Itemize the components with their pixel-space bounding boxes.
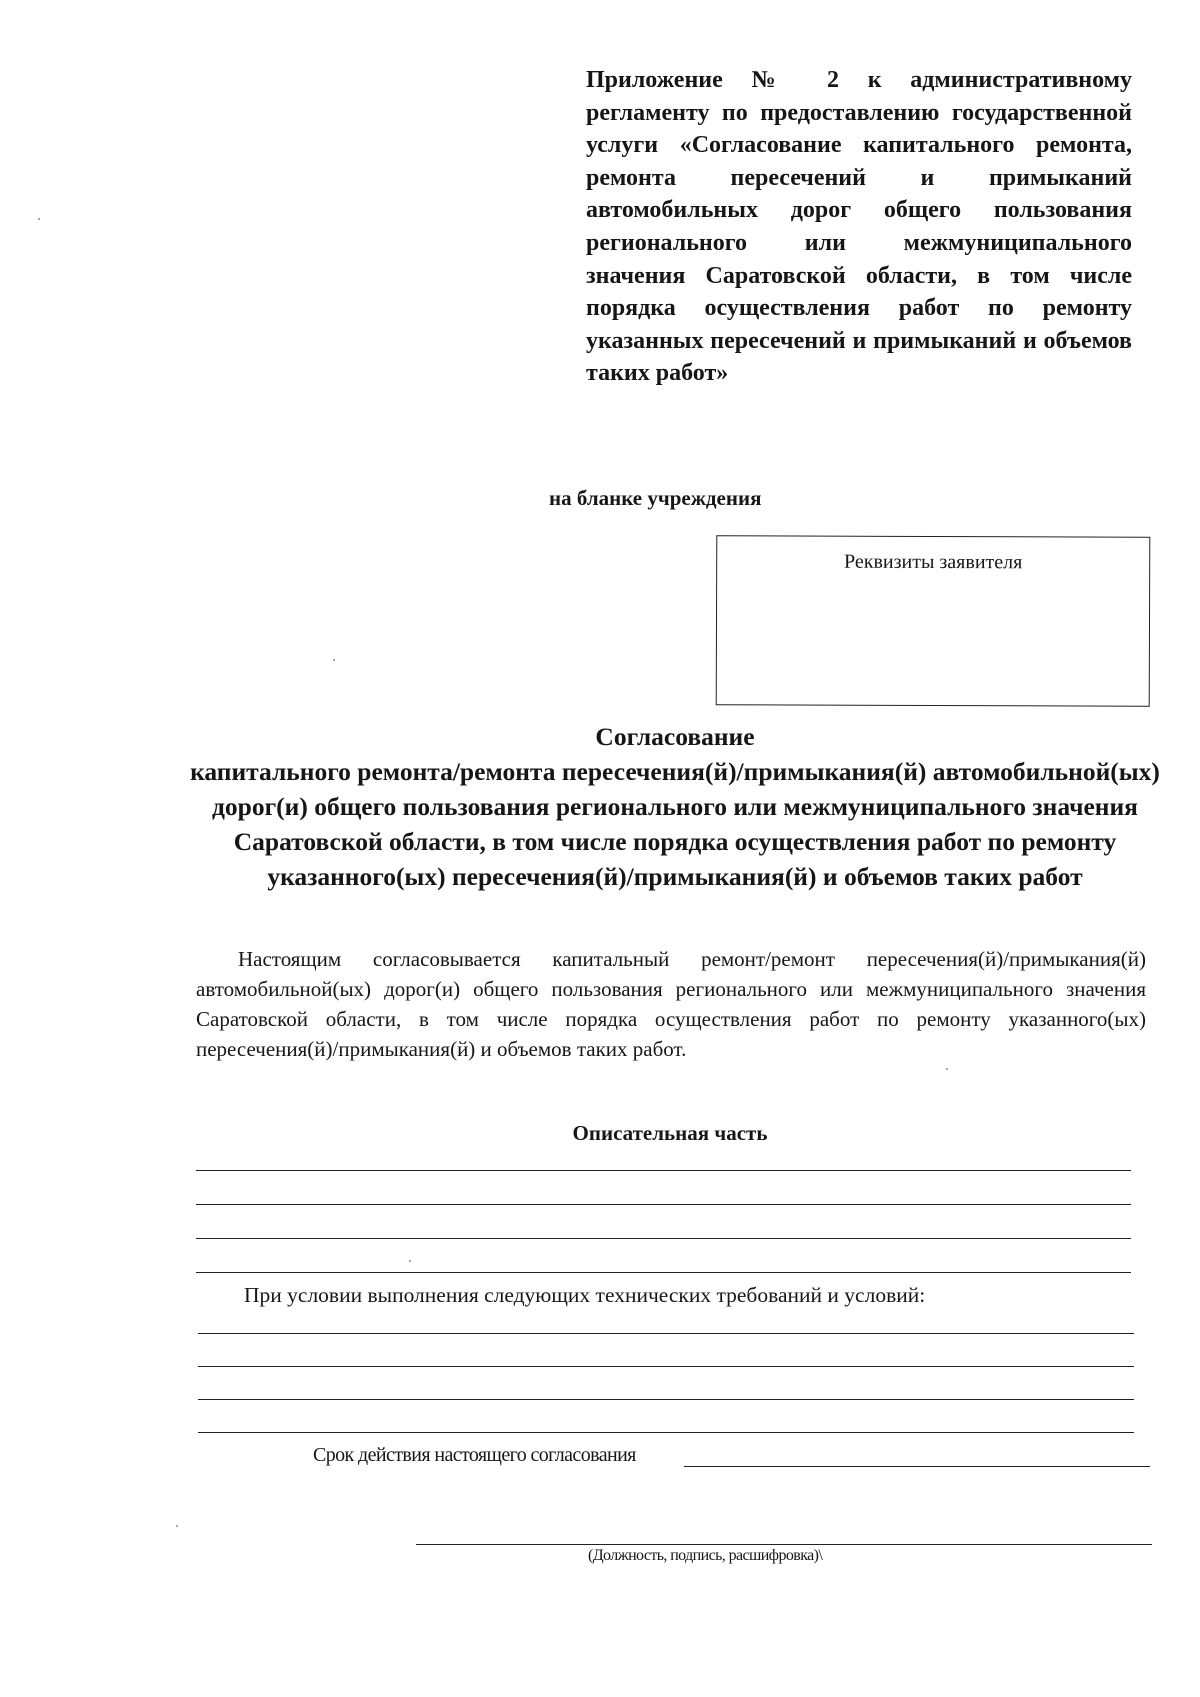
scan-speck	[333, 659, 335, 661]
signature-line[interactable]	[416, 1544, 1152, 1545]
descriptive-line[interactable]	[196, 1170, 1131, 1171]
conditions-line[interactable]	[198, 1366, 1134, 1367]
validity-field-line[interactable]	[684, 1466, 1150, 1467]
scan-speck	[38, 218, 40, 220]
validity-label: Срок действия настоящего согласования	[313, 1444, 636, 1466]
title-subtitle: капитального ремонта/ремонта пересечения(й)/примыкания(й) автомобильной(ых) дорог(и) общего пользования регионального или межмуниципального значения Саратовской области, в том числе порядка осуществления работ по ремонту указанного(ых) пересечения(й)/примыкания(й) и объемов таких работ	[190, 757, 1160, 891]
approval-paragraph: Настоящим согласовывается капитальный ремонт/ремонт пересечения(й)/примыкания(й) автомобильной(ых) дорог(и) общего пользования регионального или межмуниципального значения Саратовской области, в том числе порядка осуществления работ по ремонту указанного(ых) пересечения(й)/примыкания(й) и объемов таких работ.	[196, 947, 1146, 1061]
signature-caption: (Должность, подпись, расшифровка)\	[588, 1547, 823, 1564]
scan-speck	[946, 1068, 948, 1070]
scan-speck	[409, 1260, 411, 1262]
conditions-line[interactable]	[198, 1399, 1134, 1400]
blank-note: на бланке учреждения	[549, 486, 762, 510]
conditions-label: При условии выполнения следующих технических требований и условий:	[244, 1283, 926, 1307]
title-main: Согласование	[595, 722, 755, 751]
applicant-details-box	[716, 535, 1151, 707]
scan-speck	[176, 1525, 178, 1527]
applicant-details-label: Реквизиты заявителя	[844, 550, 1023, 574]
conditions-line[interactable]	[198, 1432, 1134, 1433]
descriptive-section-title: Описательная часть	[572, 1121, 768, 1145]
appendix-note: Приложение № 2 к административному регламенту по предоставлению государственной услуги «Согласование капитального ремонта, ремонта пересечений и примыканий автомобильных дорог общего пользования регионального или межмуниципального значения Саратовской области, в том числе порядка осуществления работ по ремонту указанных пересечений и примыканий и объемов таких работ»	[586, 67, 1132, 387]
descriptive-line[interactable]	[196, 1204, 1131, 1205]
document-title	[170, 719, 1180, 894]
descriptive-line[interactable]	[196, 1272, 1131, 1273]
descriptive-line[interactable]	[196, 1238, 1131, 1239]
conditions-line[interactable]	[198, 1333, 1134, 1334]
